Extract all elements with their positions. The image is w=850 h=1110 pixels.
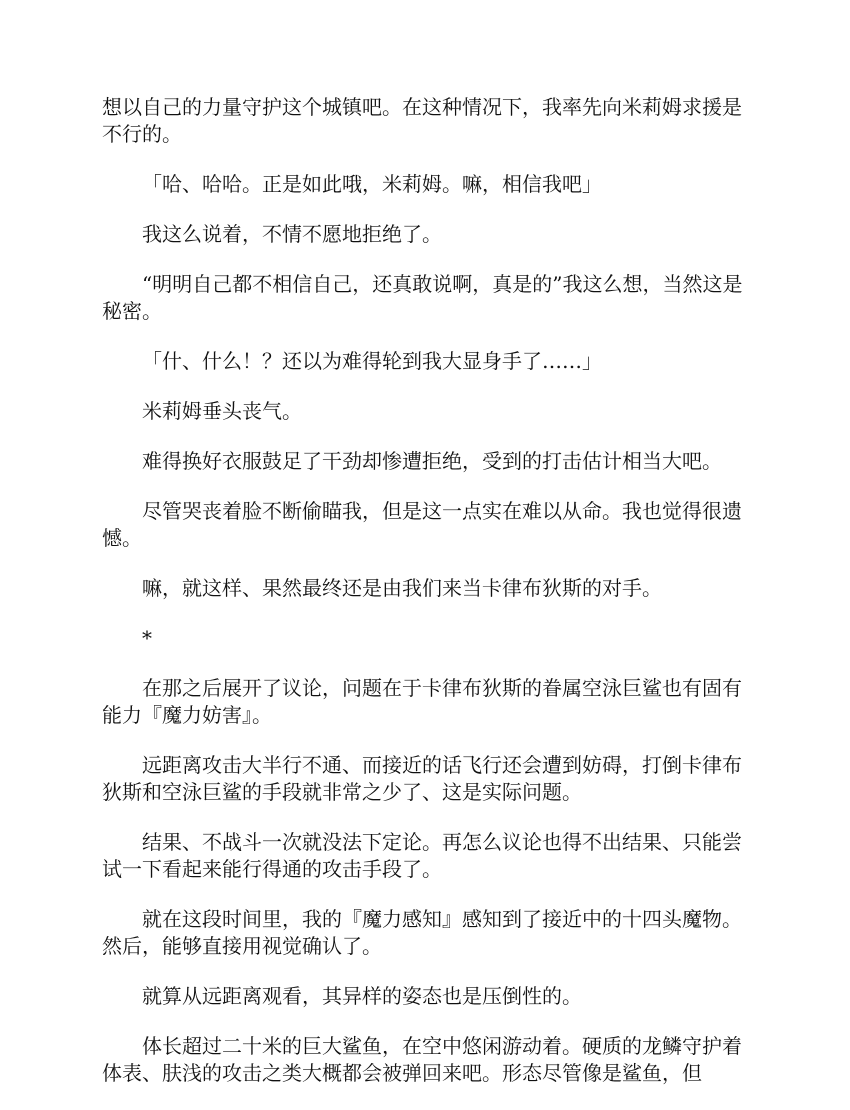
paragraph: 结果、不战斗一次就没法下定论。再怎么议论也得不出结果、只能尝试一下看起来能行得通的攻击手段了。 xyxy=(102,830,742,881)
paragraph: “明明自己都不相信自己，还真敢说啊，真是的”我这么想，当然这是秘密。 xyxy=(102,272,743,323)
paragraph: 在那之后展开了议论，问题在于卡律布狄斯的眷属空泳巨鲨也有固有能力『魔力妨害』。 xyxy=(102,676,742,727)
paragraph: 想以自己的力量守护这个城镇吧。在这种情况下，我率先向米莉姆求援是不行的。 xyxy=(102,95,742,146)
dialogue-line: 「哈、哈哈。正是如此哦，米莉姆。嘛，相信我吧」 xyxy=(142,172,602,196)
paragraph: 难得换好衣服鼓足了干劲却惨遭拒绝，受到的打击估计相当大吧。 xyxy=(142,449,722,473)
section-break: * xyxy=(142,626,152,650)
document-page xyxy=(102,94,754,1110)
paragraph: 远距离攻击大半行不通、而接近的话飞行还会遭到妨碍，打倒卡律布狄斯和空泳巨鲨的手段就非常之少了、这是实际问题。 xyxy=(102,753,742,804)
dialogue-line: 「什、什么！？还以为难得轮到我大显身手了……」 xyxy=(142,349,602,373)
paragraph: 尽管哭丧着脸不断偷瞄我，但是这一点实在难以从命。我也觉得很遗憾。 xyxy=(102,499,742,550)
paragraph: 就算从远距离观看，其异样的姿态也是压倒性的。 xyxy=(142,984,582,1008)
paragraph: 嘛，就这样、果然最终还是由我们来当卡律布狄斯的对手。 xyxy=(142,576,662,600)
paragraph: 体长超过二十米的巨大鲨鱼，在空中悠闲游动着。硬质的龙鳞守护着体表、肤浅的攻击之类大概都会被弹回来吧。形态尽管像是鲨鱼，但 xyxy=(102,1034,742,1085)
paragraph: 米莉姆垂头丧气。 xyxy=(142,399,302,423)
paragraph: 就在这段时间里，我的『魔力感知』感知到了接近中的十四头魔物。然后，能够直接用视觉确认了。 xyxy=(102,907,742,958)
paragraph: 我这么说着，不情不愿地拒绝了。 xyxy=(142,222,442,246)
